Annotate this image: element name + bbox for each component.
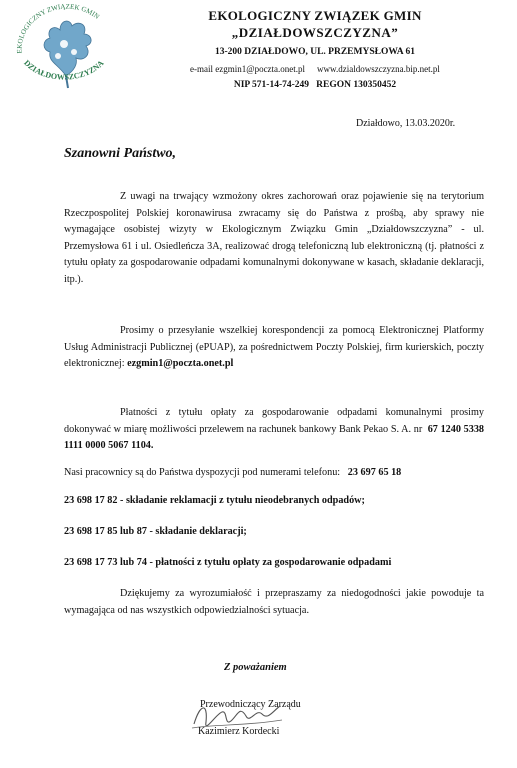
signatory-role: Przewodniczący Zarządu (200, 699, 301, 710)
salutation: Szanowni Państwo, (64, 146, 177, 161)
paragraph-1 (64, 189, 484, 288)
org-logo (8, 4, 124, 92)
paragraph-1-text: Z uwagi na trwający wzmożony okres zachorowań oraz pojawienie się na terytorium Rzeczpospolitej Polskiej koronawirusa zwracamy się do Państwa z prośbą, aby sprawy nie wymagające osobistej wizyty w Ekologicznym Związku Gmin „Działdowszczyzna” - ul. Przemysłowa 61 i ul. Osiedleńcza 3A, realizować drogą telefoniczną lub elektroniczną (tj. płatności z tytułu opłaty za gospodarowanie odpadami komunalnymi dokonywane w kasach, składanie deklaracji, itp.). (64, 191, 484, 285)
org-name-2: „DZIAŁDOWSZCZYZNA” (231, 25, 399, 40)
phones-intro (64, 467, 401, 478)
svg-text:EKOLOGICZNY ZWIĄZEK GMIN: EKOLOGICZNY ZWIĄZEK GMIN (15, 4, 101, 54)
paragraph-3-text: Płatności z tytułu opłaty za gospodarowanie odpadami komunalnymi prosimy dokonywać w miarę możliwości przelewem na rachunek bankowy Bank Pekao S. A. nr (64, 407, 484, 435)
paragraph-5 (64, 586, 484, 619)
phone-line-payments: 23 698 17 73 lub 74 - płatności z tytułu opłaty za gospodarowanie odpadami (64, 557, 392, 568)
org-regon: REGON 130350452 (316, 80, 397, 90)
svg-text:DZIAŁDOWSZCZYZNA: DZIAŁDOWSZCZYZNA (22, 58, 106, 82)
phone-main: 23 697 65 18 (347, 467, 402, 478)
bank-account: 67 1240 5338 1111 0000 5067 1104. (64, 423, 485, 451)
org-address: 13-200 DZIAŁDOWO, UL. PRZEMYSŁOWA 61 (214, 47, 416, 57)
paragraph-5-text: Dziękujemy za wyrozumiałość i przepraszamy za niedogodności jakie powoduje ta wymagająca od nas wszystkich odpowiedzialności sytuacja. (64, 588, 484, 616)
letter-date: Działdowo, 13.03.2020r. (356, 118, 456, 129)
phone-line-complaints: 23 698 17 82 - składanie reklamacji z tytułu nieodebranych odpadów; (64, 495, 365, 506)
closing: Z poważaniem (224, 662, 287, 673)
org-nip: NIP 571-14-74-249 (233, 80, 310, 90)
paragraph-2-text: Prosimy o przesyłanie wszelkiej korespondencji za pomocą Elektronicznej Platformy Usług Administracji Publicznej (ePUAP), za pośrednictwem Poczty Polskiej, firm kurierskich, poczty elektronicznej: (64, 325, 484, 369)
paragraph-3 (64, 405, 484, 455)
contact-email: ezgmin1@poczta.onet.pl (127, 358, 234, 369)
org-name: EKOLOGICZNY ZWIĄZEK GMIN (208, 8, 422, 23)
org-contact (120, 64, 510, 74)
org-website: www.dzialdowszczyzna.bip.net.pl (317, 64, 440, 74)
org-ids (120, 80, 510, 90)
org-email: e-mail ezgmin1@poczta.onet.pl (190, 64, 306, 74)
signatory-name: Kazimierz Kordecki (198, 726, 280, 737)
phone-line-declarations: 23 698 17 85 lub 87 - składanie deklaracji; (64, 526, 247, 537)
phones-intro-text: Nasi pracownicy są do Państwa dyspozycji pod numerami telefonu: (64, 467, 341, 478)
paragraph-2 (64, 323, 484, 373)
